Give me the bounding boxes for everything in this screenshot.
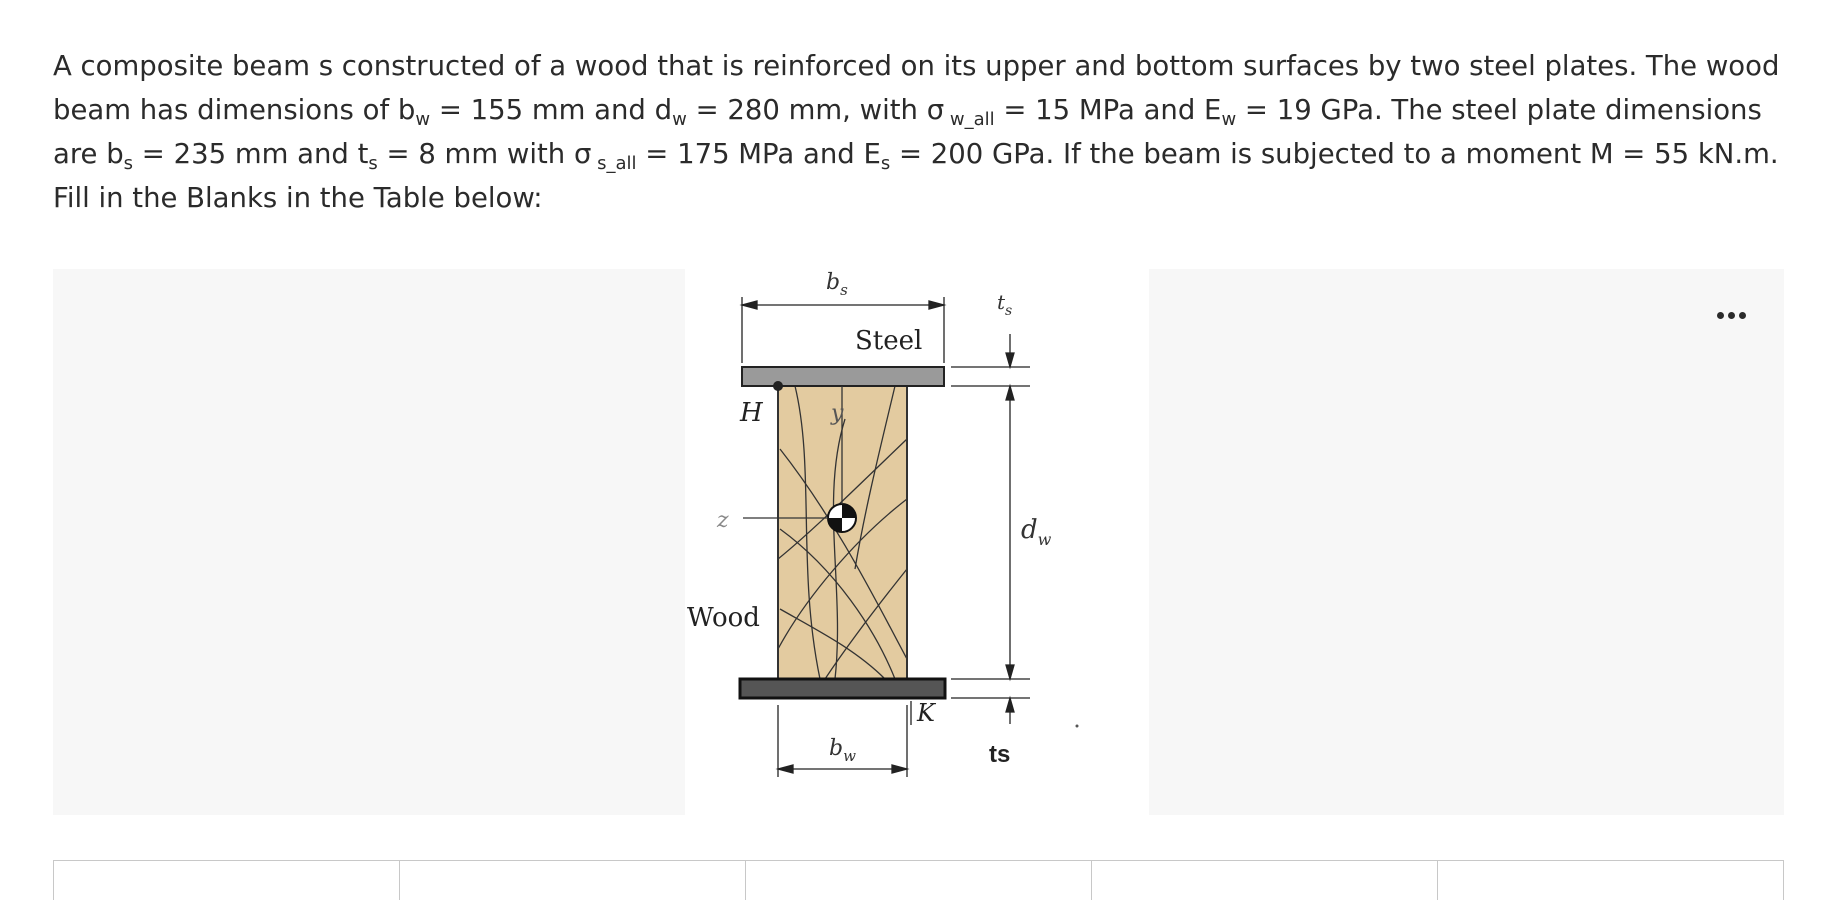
- bw-label: $b_w$: [829, 736, 856, 765]
- table-cell[interactable]: [1092, 861, 1438, 900]
- centroid-icon: [828, 504, 856, 532]
- ts-bottom-label: ts: [989, 741, 1011, 768]
- dw-label: $d_w$: [1021, 515, 1052, 549]
- beam-cross-section-figure: [685, 269, 1149, 815]
- wood-label: Wood: [687, 603, 760, 633]
- table-cell[interactable]: [746, 861, 1092, 900]
- point-h-label: H: [740, 398, 763, 428]
- table-cell[interactable]: [1438, 861, 1784, 900]
- point-h-marker: [773, 381, 783, 391]
- thickness-dimensions: [951, 334, 1030, 724]
- ts-top-label: $t_s$: [997, 290, 1013, 319]
- z-axis-label: z: [717, 508, 729, 533]
- stray-dot: [1076, 725, 1079, 728]
- y-axis-label: y: [831, 401, 844, 426]
- table-cell[interactable]: [54, 861, 400, 900]
- question-text: A composite beam s constructed of a wood that is reinforced on its upper and bottom surfaces by two steel plates. The wood beam has dimensions of $b_w = 155$ mm and $d_w = 280$ mm, with σ $_{w\_all}$ = 15 MPa and $E_w = 19$ GPa. The steel plate dimensions are $b_s = 235$ mm and $t_s = 8$ mm with σ $_{s\_all}$ = 175 MPa and $E_s = 200$ GPa. If the beam is subjected to a moment M = 55 kN.m. Fill in the Blanks in the Table below:: [53, 50, 1780, 214]
- beam-diagram: [685, 269, 1149, 815]
- answer-table: [53, 860, 1784, 900]
- table-cell[interactable]: [400, 861, 746, 900]
- steel-label: Steel: [855, 326, 923, 356]
- top-steel-plate: [742, 367, 944, 386]
- more-horizontal-icon[interactable]: [1711, 300, 1751, 330]
- point-k-label: K: [917, 699, 935, 727]
- figure-container: [53, 269, 1784, 815]
- bottom-steel-plate: [740, 679, 945, 698]
- bs-label: $b_s$: [826, 270, 848, 299]
